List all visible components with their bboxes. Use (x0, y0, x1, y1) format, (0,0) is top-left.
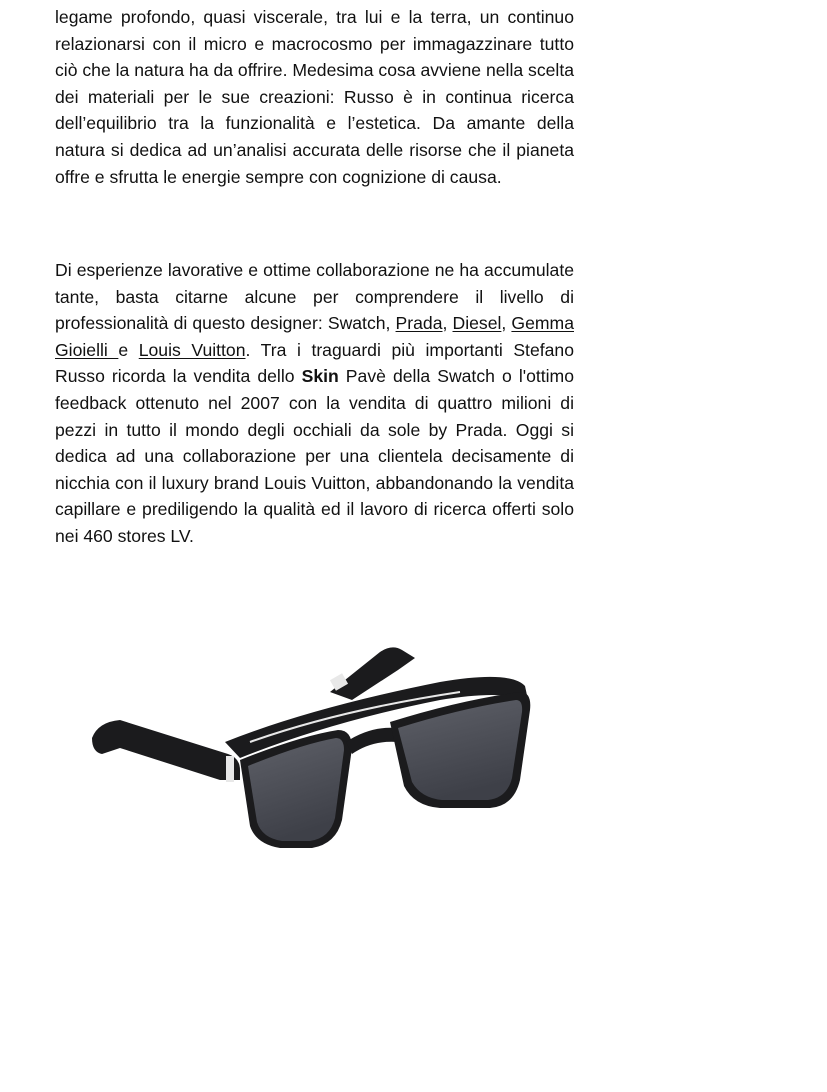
paragraph-text: legame profondo, quasi viscerale, tra lui e la terra, un continuo relazionarsi con il micro e macrocosmo per immagazzinare tutto ciò che la natura ha da offrire. Medesima cosa avviene nella scelta dei materiali per le sue creazioni: Russo è in continua ricerca dell’equilibrio tra la funzionalità e l’estetica. Da amante della natura si dedica ad un’analisi accurata delle risorse che il pianeta offre e sfrutta le energie sempre con cognizione di causa. (55, 7, 574, 187)
separator: e (118, 339, 139, 360)
separator: , (442, 313, 453, 334)
link-diesel[interactable]: Diesel (452, 313, 502, 334)
near-hinge-accent (226, 756, 234, 782)
near-temple-arm (92, 720, 240, 780)
link-gemma-gioielli[interactable]: Gemma Gioielli (55, 313, 574, 360)
link-louis-vuitton[interactable]: Louis Vuitton (138, 339, 246, 360)
separator: , (501, 313, 512, 334)
paragraph-mid-text: . Tra i traguardi più importanti Stefano Russo ricorda la vendita dello (55, 339, 574, 387)
frame-bridge (346, 728, 398, 754)
paragraph-russo-nature (55, 4, 574, 190)
paragraph-rest-text: Pavè della Swatch o l'ottimo feedback ottenuto nel 2007 con la vendita di quattro milioni di pezzi in tutto il mondo degli occhiali da sole by Prada. Oggi si dedica ad una collaborazione per una clientela decisamente di nicchia con il luxury brand Louis Vuitton, abbandonando la vendita capillare e prediligendo la qualità ed il lavoro di ricerca offerti solo nei 460 stores LV. (55, 366, 574, 546)
paragraph-intro-text: Di esperienze lavorative e ottime collaborazione ne ha accumulate tante, basta citarne alcune per comprendere il livello di professionalità di questo designer: Swatch, (55, 260, 574, 334)
bold-skin: Skin (301, 366, 339, 387)
link-prada[interactable]: Prada (395, 313, 443, 334)
sunglasses-photo (80, 630, 545, 865)
paragraph-collaborations (55, 257, 574, 550)
